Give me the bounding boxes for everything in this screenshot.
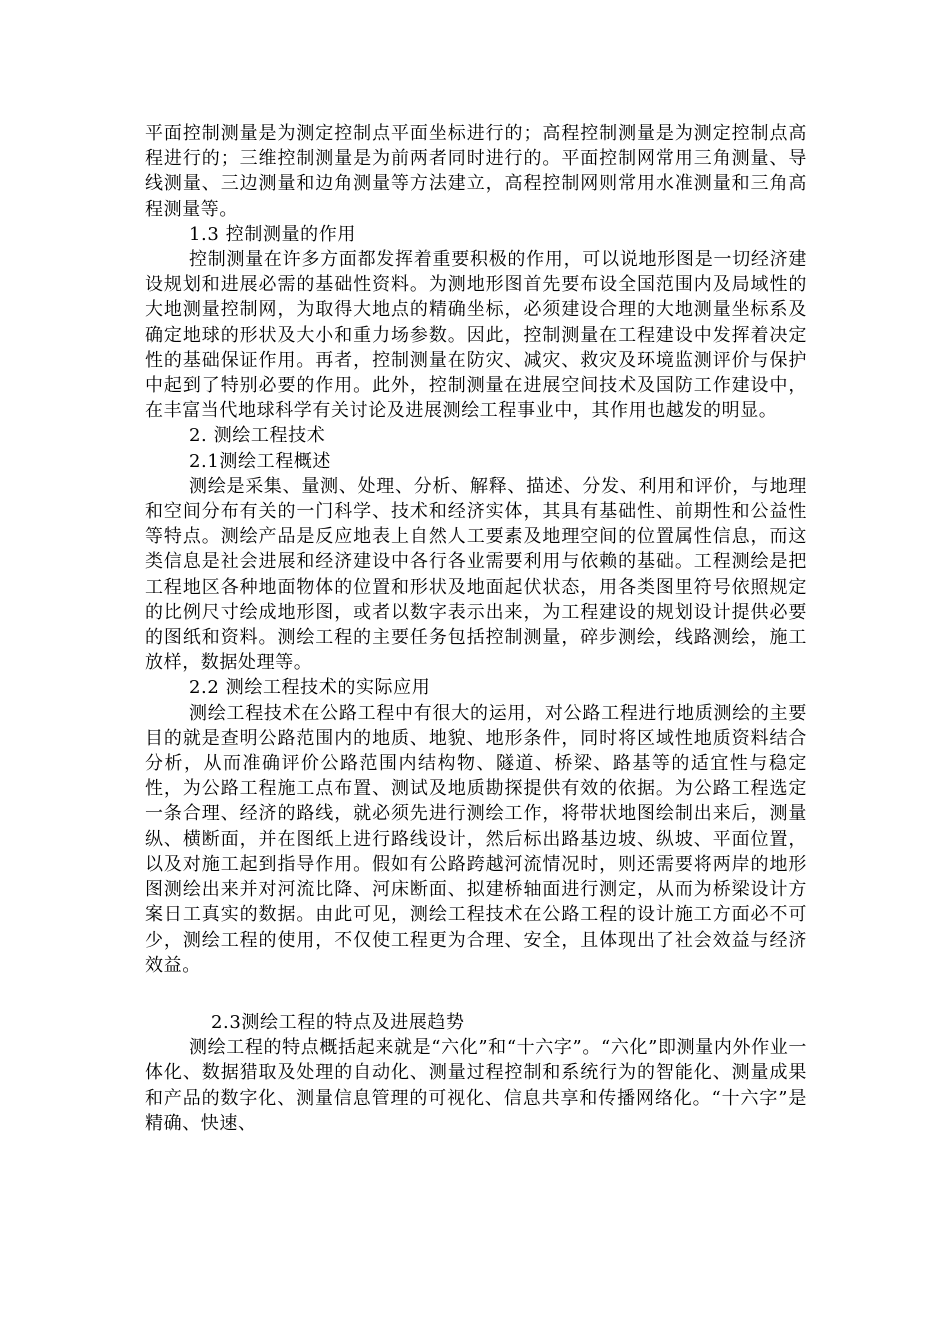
paragraph-survey-overview: 测绘是采集、量测、处理、分析、解释、描述、分发、利用和评价，与地理和空间分布有关的一门科学、技术和经济实体，其具有基础性、前期性和公益性等特点。测绘产品是反应地表上自然人工要素及地理空间的位置属性信息，而这类信息是社会进展和经济建设中各行各业需要利用与依赖的基础。工程测绘是把工程地区各种地面物体的位置和形状及地面起伏状态，用各类图里符号依照规定的比例尺寸绘成地形图，或者以数字表示出来，为工程建设的规划设计提供必要的图纸和资料。测绘工程的主要任务包括控制测量，碎步测绘，线路测绘，施工放样，数据处理等。	[145, 475, 807, 674]
paragraph-control-role: 控制测量在许多方面都发挥着重要积极的作用，可以说地形图是一切经济建设规划和进展必需的基础性资料。为测地形图首先要布设全国范围内及局域性的大地测量控制网，为取得大地点的精确坐标，必须建设合理的大地测量坐标系及确定地球的形状及大小和重力场参数。因此，控制测量在工程建设中发挥着决定性的基础保证作用。再者，控制测量在防灾、减灾、救灾及环境监测评价与保护中起到了特别必要的作用。此外，控制测量在进展空间技术及国防工作建设中，在丰富当代地球科学有关讨论及进展测绘工程事业中，其作用也越发的明显。	[145, 249, 807, 422]
paragraph-plane-control: 平面控制测量是为测定控制点平面坐标进行的；高程控制测量是为测定控制点高程进行的；三维控制测量是为前两者同时进行的。平面控制网常用三角测量、导线测量、三边测量和边角测量等方法建立，高程控制网则常用水准测量和三角高程测量等。	[145, 123, 807, 220]
heading-1-3: 1.3 控制测量的作用	[189, 223, 356, 245]
heading-2-2: 2.2 测绘工程技术的实际应用	[189, 677, 431, 699]
paragraph-survey-application: 测绘工程技术在公路工程中有很大的运用，对公路工程进行地质测绘的主要目的就是查明公路范围内的地质、地貌、地形条件，同时将区域性地质资料结合分析，从而准确评价公路范围内结构物、隧道、桥梁、路基等的适宜性与稳定性，为公路工程施工点布置、测试及地质勘探提供有效的依据。为公路工程选定一条合理、经济的路线，就必须先进行测绘工作，将带状地图绘制出来后，测量纵、横断面，并在图纸上进行路线设计，然后标出路基边坡、纵坡、平面位置，以及对施工起到指导作用。假如有公路跨越河流情况时，则还需要将两岸的地形图测绘出来并对河流比降、河床断面、拟建桥轴面进行测定，从而为桥梁设计方案日工真实的数据。由此可见，测绘工程技术在公路工程的设计施工方面必不可少，测绘工程的使用，不仅使工程更为合理、安全，且体现出了社会效益与经济效益。	[145, 702, 807, 976]
heading-2-1: 2.1测绘工程概述	[189, 450, 332, 472]
heading-2: 2. 测绘工程技术	[189, 425, 326, 447]
heading-2-3: 2.3测绘工程的特点及进展趋势	[211, 1011, 465, 1033]
document-page	[145, 121, 807, 1136]
paragraph-survey-features: 测绘工程的特点概括起来就是“六化”和“十六字”。“六化”即测量内外作业一体化、数据猎取及处理的自动化、测量过程控制和系统行为的智能化、测量成果和产品的数字化、测量信息管理的可视化、信息共享和传播网络化。“十六字”是精确、快速、	[145, 1037, 807, 1134]
